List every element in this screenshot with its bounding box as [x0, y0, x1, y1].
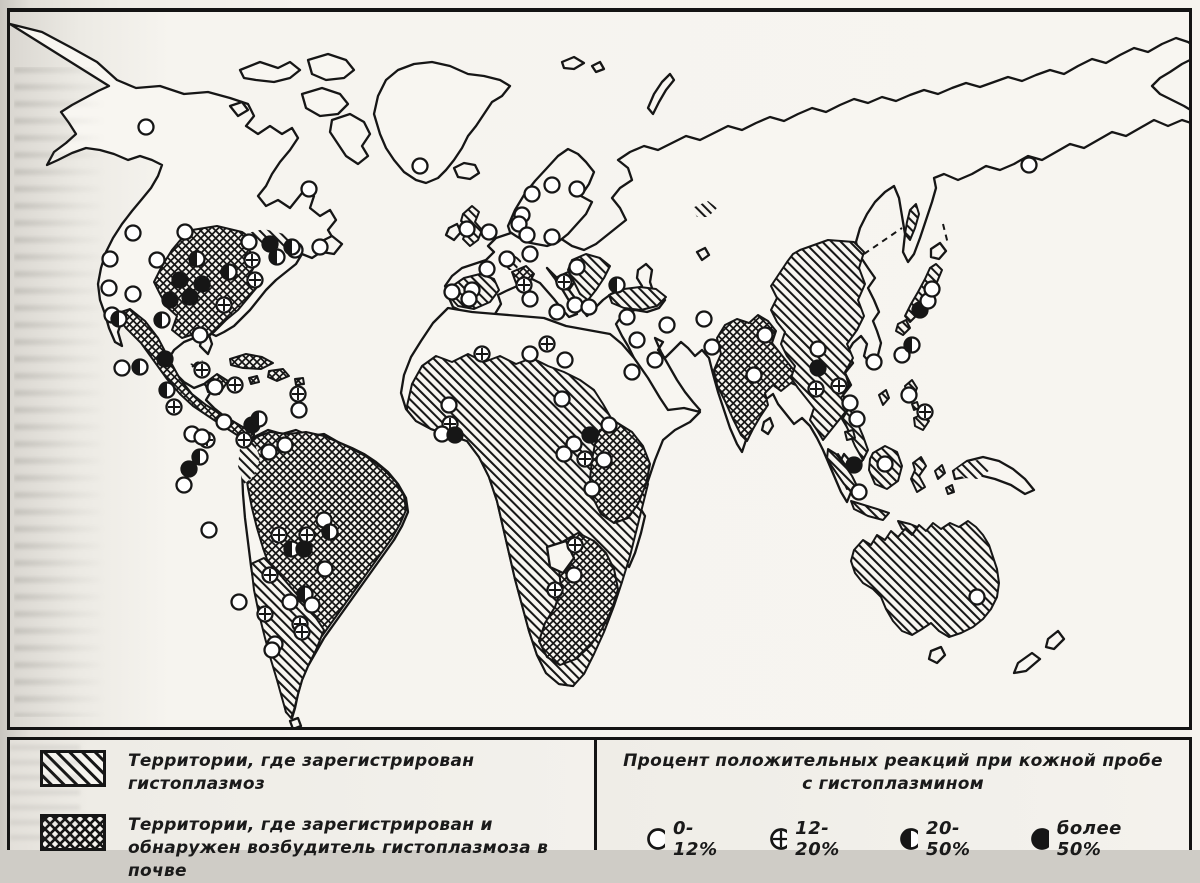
skin-test-symbol-plus	[768, 818, 855, 860]
marker-over-50pct	[448, 428, 463, 443]
region-arctic-island-1	[240, 62, 300, 82]
marker-over-50pct	[173, 273, 188, 288]
region-kyushu	[896, 320, 910, 335]
marker-12-20pct	[195, 363, 210, 378]
marker-12-20pct	[578, 452, 593, 467]
open-circle-icon	[645, 826, 665, 852]
marker-20-50pct	[222, 265, 237, 280]
marker-0-12pct	[555, 392, 570, 407]
marker-0-12pct	[177, 478, 192, 493]
marker-20-50pct	[285, 240, 300, 255]
world-map	[10, 12, 1189, 727]
skin-test-title	[597, 750, 1189, 796]
region-ireland	[446, 224, 461, 240]
marker-0-12pct	[697, 312, 712, 327]
marker-0-12pct	[460, 222, 475, 237]
marker-0-12pct	[570, 182, 585, 197]
marker-12-20pct	[258, 607, 273, 622]
marker-0-12pct	[558, 353, 573, 368]
marker-0-12pct	[278, 438, 293, 453]
marker-0-12pct	[602, 418, 617, 433]
legend-territory-item-hatch	[40, 750, 594, 796]
skin-test-title-line2: с гистоплазмином	[802, 773, 984, 794]
marker-12-20pct	[809, 382, 824, 397]
plus-circle-icon	[768, 826, 788, 852]
region-tasmania	[929, 647, 945, 663]
marker-0-12pct	[568, 298, 583, 313]
marker-0-12pct	[413, 159, 428, 174]
marker-0-12pct	[525, 187, 540, 202]
legend-territories	[7, 737, 597, 881]
region-novaya-zemlya	[648, 74, 674, 114]
legend-territory-label: Территории, где зарегистрирован гистоплазмоз	[128, 751, 475, 794]
marker-0-12pct	[705, 340, 720, 355]
region-jamaica	[249, 376, 259, 384]
marker-over-50pct	[297, 542, 312, 557]
region-baffin-island	[330, 114, 370, 164]
map-area	[7, 8, 1192, 730]
dashed-boundary	[864, 228, 902, 254]
marker-over-50pct	[182, 462, 197, 477]
skin-test-symbol-label: 12-20%	[795, 817, 840, 860]
marker-12-20pct	[557, 275, 572, 290]
skin-test-symbol-label: 20-50%	[925, 817, 971, 860]
legend-territory-item-crosshatch	[40, 814, 594, 883]
marker-12-20pct	[248, 273, 263, 288]
marker-0-12pct	[758, 328, 773, 343]
legend	[7, 737, 1192, 881]
marker-0-12pct	[126, 226, 141, 241]
region-greenland	[374, 62, 510, 183]
marker-12-20pct	[517, 278, 532, 293]
marker-0-12pct	[193, 328, 208, 343]
marker-0-12pct	[202, 523, 217, 538]
region-australia	[851, 521, 999, 637]
map-regions	[10, 24, 1189, 727]
skin-test-symbol-filled	[1029, 818, 1145, 860]
marker-0-12pct	[811, 342, 826, 357]
region-puerto-rico	[295, 378, 304, 385]
marker-over-50pct	[811, 361, 826, 376]
marker-20-50pct	[252, 412, 267, 427]
marker-0-12pct	[843, 396, 858, 411]
region-arctic-island-2	[308, 54, 354, 80]
marker-over-50pct	[847, 458, 862, 473]
marker-0-12pct	[545, 230, 560, 245]
marker-over-50pct	[163, 293, 178, 308]
marker-20-50pct	[160, 383, 175, 398]
marker-0-12pct	[567, 568, 582, 583]
region-tierra-del-fuego	[290, 718, 301, 727]
marker-0-12pct	[482, 225, 497, 240]
marker-12-20pct	[272, 528, 287, 543]
marker-12-20pct	[237, 433, 252, 448]
legend-skin-test	[597, 737, 1192, 860]
legend-territory-label: Территории, где зарегистрирован и обнаружен возбудитель гистоплазмоза в почве	[128, 814, 549, 881]
marker-20-50pct	[193, 450, 208, 465]
marker-12-20pct	[217, 298, 232, 313]
marker-20-50pct	[112, 312, 127, 327]
marker-0-12pct	[747, 368, 762, 383]
marker-0-12pct	[850, 412, 865, 427]
marker-0-12pct	[925, 282, 940, 297]
region-java	[851, 501, 889, 520]
marker-20-50pct	[133, 360, 148, 375]
marker-0-12pct	[292, 403, 307, 418]
marker-12-20pct	[300, 528, 315, 543]
marker-0-12pct	[126, 287, 141, 302]
marker-20-50pct	[905, 338, 920, 353]
marker-0-12pct	[545, 178, 560, 193]
marker-0-12pct	[232, 595, 247, 610]
marker-12-20pct	[167, 400, 182, 415]
marker-0-12pct	[217, 415, 232, 430]
marker-over-50pct	[158, 352, 173, 367]
marker-0-12pct	[302, 182, 317, 197]
half-circle-icon	[898, 826, 918, 852]
marker-20-50pct	[155, 313, 170, 328]
region-hokkaido	[931, 243, 946, 259]
marker-0-12pct	[500, 252, 515, 267]
marker-12-20pct	[475, 347, 490, 362]
marker-0-12pct	[262, 445, 277, 460]
marker-12-20pct	[228, 378, 243, 393]
region-arctic-island-3	[302, 88, 348, 116]
marker-0-12pct	[103, 252, 118, 267]
marker-0-12pct	[520, 228, 535, 243]
region-cuba	[230, 354, 273, 369]
marker-0-12pct	[878, 457, 893, 472]
region-hainan	[845, 430, 855, 440]
marker-0-12pct	[550, 305, 565, 320]
marker-0-12pct	[318, 562, 333, 577]
marker-0-12pct	[648, 353, 663, 368]
marker-0-12pct	[283, 595, 298, 610]
marker-0-12pct	[208, 380, 223, 395]
region-svalbard-2	[592, 62, 604, 72]
filled-circle-icon	[1029, 826, 1049, 852]
marker-0-12pct	[313, 240, 328, 255]
region-sulawesi	[911, 457, 926, 492]
marker-0-12pct	[630, 333, 645, 348]
region-new-zealand-north	[1046, 631, 1064, 649]
region-svalbard-1	[562, 57, 584, 69]
marker-0-12pct	[462, 292, 477, 307]
marker-0-12pct	[660, 318, 675, 333]
marker-0-12pct	[178, 225, 193, 240]
skin-test-symbols	[645, 818, 1189, 860]
marker-0-12pct	[867, 355, 882, 370]
marker-0-12pct	[480, 262, 495, 277]
marker-over-50pct	[183, 290, 198, 305]
marker-over-50pct	[195, 277, 210, 292]
skin-test-title-line1: Процент положительных реакций при кожной пробе	[623, 751, 1163, 771]
marker-0-12pct	[115, 361, 130, 376]
marker-12-20pct	[548, 583, 563, 598]
marker-0-12pct	[445, 285, 460, 300]
marker-0-12pct	[523, 247, 538, 262]
marker-0-12pct	[195, 430, 210, 445]
skin-test-symbol-open	[645, 818, 724, 860]
region-new-zealand-south	[1014, 653, 1040, 673]
hatch-swatch	[40, 750, 106, 787]
marker-20-50pct	[610, 278, 625, 293]
marker-0-12pct	[582, 300, 597, 315]
marker-0-12pct	[557, 447, 572, 462]
marker-0-12pct	[852, 485, 867, 500]
marker-0-12pct	[139, 120, 154, 135]
marker-0-12pct	[620, 310, 635, 325]
region-moluccas-1	[935, 465, 945, 479]
marker-over-50pct	[583, 428, 598, 443]
marker-0-12pct	[150, 253, 165, 268]
marker-0-12pct	[970, 590, 985, 605]
marker-20-50pct	[190, 252, 205, 267]
marker-over-50pct	[263, 237, 278, 252]
region-moluccas-2	[946, 485, 954, 494]
marker-12-20pct	[291, 387, 306, 402]
skin-test-symbol-half	[898, 818, 985, 860]
marker-0-12pct	[1022, 158, 1037, 173]
marker-12-20pct	[245, 253, 260, 268]
marker-12-20pct	[568, 538, 583, 553]
marker-0-12pct	[442, 398, 457, 413]
marker-0-12pct	[305, 598, 320, 613]
marker-0-12pct	[585, 482, 600, 497]
marker-12-20pct	[263, 568, 278, 583]
marker-12-20pct	[832, 379, 847, 394]
region-taiwan	[879, 390, 889, 405]
marker-12-20pct	[918, 405, 933, 420]
region-hispaniola	[268, 369, 289, 381]
skin-test-symbol-label: 0-12%	[673, 817, 718, 860]
region-sri-lanka	[762, 418, 773, 434]
marker-0-12pct	[523, 292, 538, 307]
marker-0-12pct	[625, 365, 640, 380]
marker-0-12pct	[242, 235, 257, 250]
marker-0-12pct	[102, 281, 117, 296]
crosshatch-swatch	[40, 814, 106, 851]
marker-0-12pct	[597, 453, 612, 468]
marker-0-12pct	[265, 643, 280, 658]
dashed-boundary	[943, 224, 948, 244]
marker-12-20pct	[540, 337, 555, 352]
marker-0-12pct	[902, 388, 917, 403]
marker-0-12pct	[570, 260, 585, 275]
marker-20-50pct	[323, 525, 338, 540]
region-iceland	[454, 163, 479, 179]
marker-12-20pct	[295, 625, 310, 640]
marker-0-12pct	[523, 347, 538, 362]
skin-test-symbol-label: более 50%	[1056, 817, 1122, 860]
